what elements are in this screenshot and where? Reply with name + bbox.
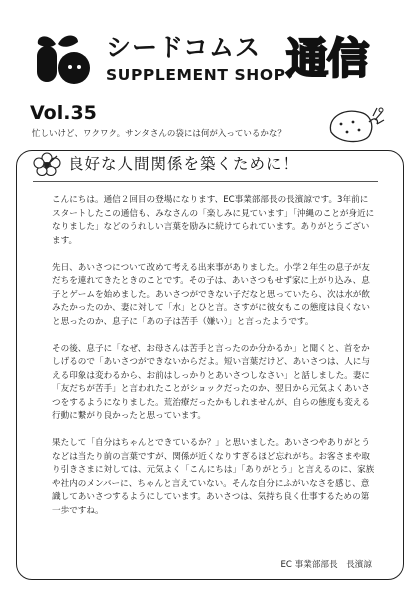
article-title: 良好な人間関係を築くために！ <box>68 155 300 173</box>
hibiscus-icon <box>33 152 61 176</box>
brand-name-en: SUPPLEMENT SHOP <box>106 66 286 84</box>
article-body <box>52 194 376 532</box>
santa-bag-icon <box>325 102 385 148</box>
paragraph: 果たして「自分はちゃんとできているか？」と思いました。あいさつやありがとうなどは当たり前の言葉ですが、関係が近くなりすぎるほど忘れがち。お客さまや取り引きさまに対しては、元気よく「こんにちは」「ありがとう」と言えるのに、家族や社内のメンバーに、ちゃんと言えていない。そんな自分にふがいなさを感じ、意識してあいさつするようにしています。あいさつは、気持ち良く仕事するための第一歩ですね。 <box>52 438 375 516</box>
title-underline <box>33 181 378 182</box>
brand-name-jp: シードコムス <box>106 33 262 62</box>
seed-logo-icon <box>34 30 94 86</box>
volume-number: Vol.35 <box>30 102 97 124</box>
newsletter-title: 通信 <box>286 34 369 83</box>
paragraph: 先日、あいさつについて改めて考える出来事がありました。小学２年生の息子が友だちを連れてきたときのことです。その子は、あいさつもせず家に上がり込み、息子とゲームを始めました。あいさつができない子だなと思っていたら、次は水が飲みたかったのか、妻に対して「水」とひと言。さすがに彼女もこの態度は良くないと思ったのか、息子に「あの子は苦手（嫌い）」と言ったようです。 <box>52 262 370 327</box>
author-signature: EC 事業部部長 長濱諒 <box>280 560 372 570</box>
paragraph: その後、息子に「なぜ、お母さんは苦手と言ったのか分かるか」と聞くと、首をかしげるので「あいさつができないからだよ。短い言葉だけど、あいさつは、人に与える印象は変わるから、お前はしっかりとあいさつしなさい」と話しました。妻に「友だちが苦手」と言われたことがショックだったのか、翌日から元気よくあいさつをするようになりました。荒治療だったかもしれませんが、自らの態度も変える行動に繋がり良かったと思っています。 <box>52 343 370 421</box>
subtitle: 忙しいけど、ワクワク。サンタさんの袋には何が入っているかな？ <box>32 129 286 139</box>
paragraph: こんにちは。通信２回目の登場になります、EC事業部部長の長濱諒です。3年前にスタートしたこの通信も、みなさんの「楽しみに見ています」「沖縄のことが身近になりました」などのうれしい言葉を励みに続けてられています。ありがとうございます。 <box>52 195 375 246</box>
